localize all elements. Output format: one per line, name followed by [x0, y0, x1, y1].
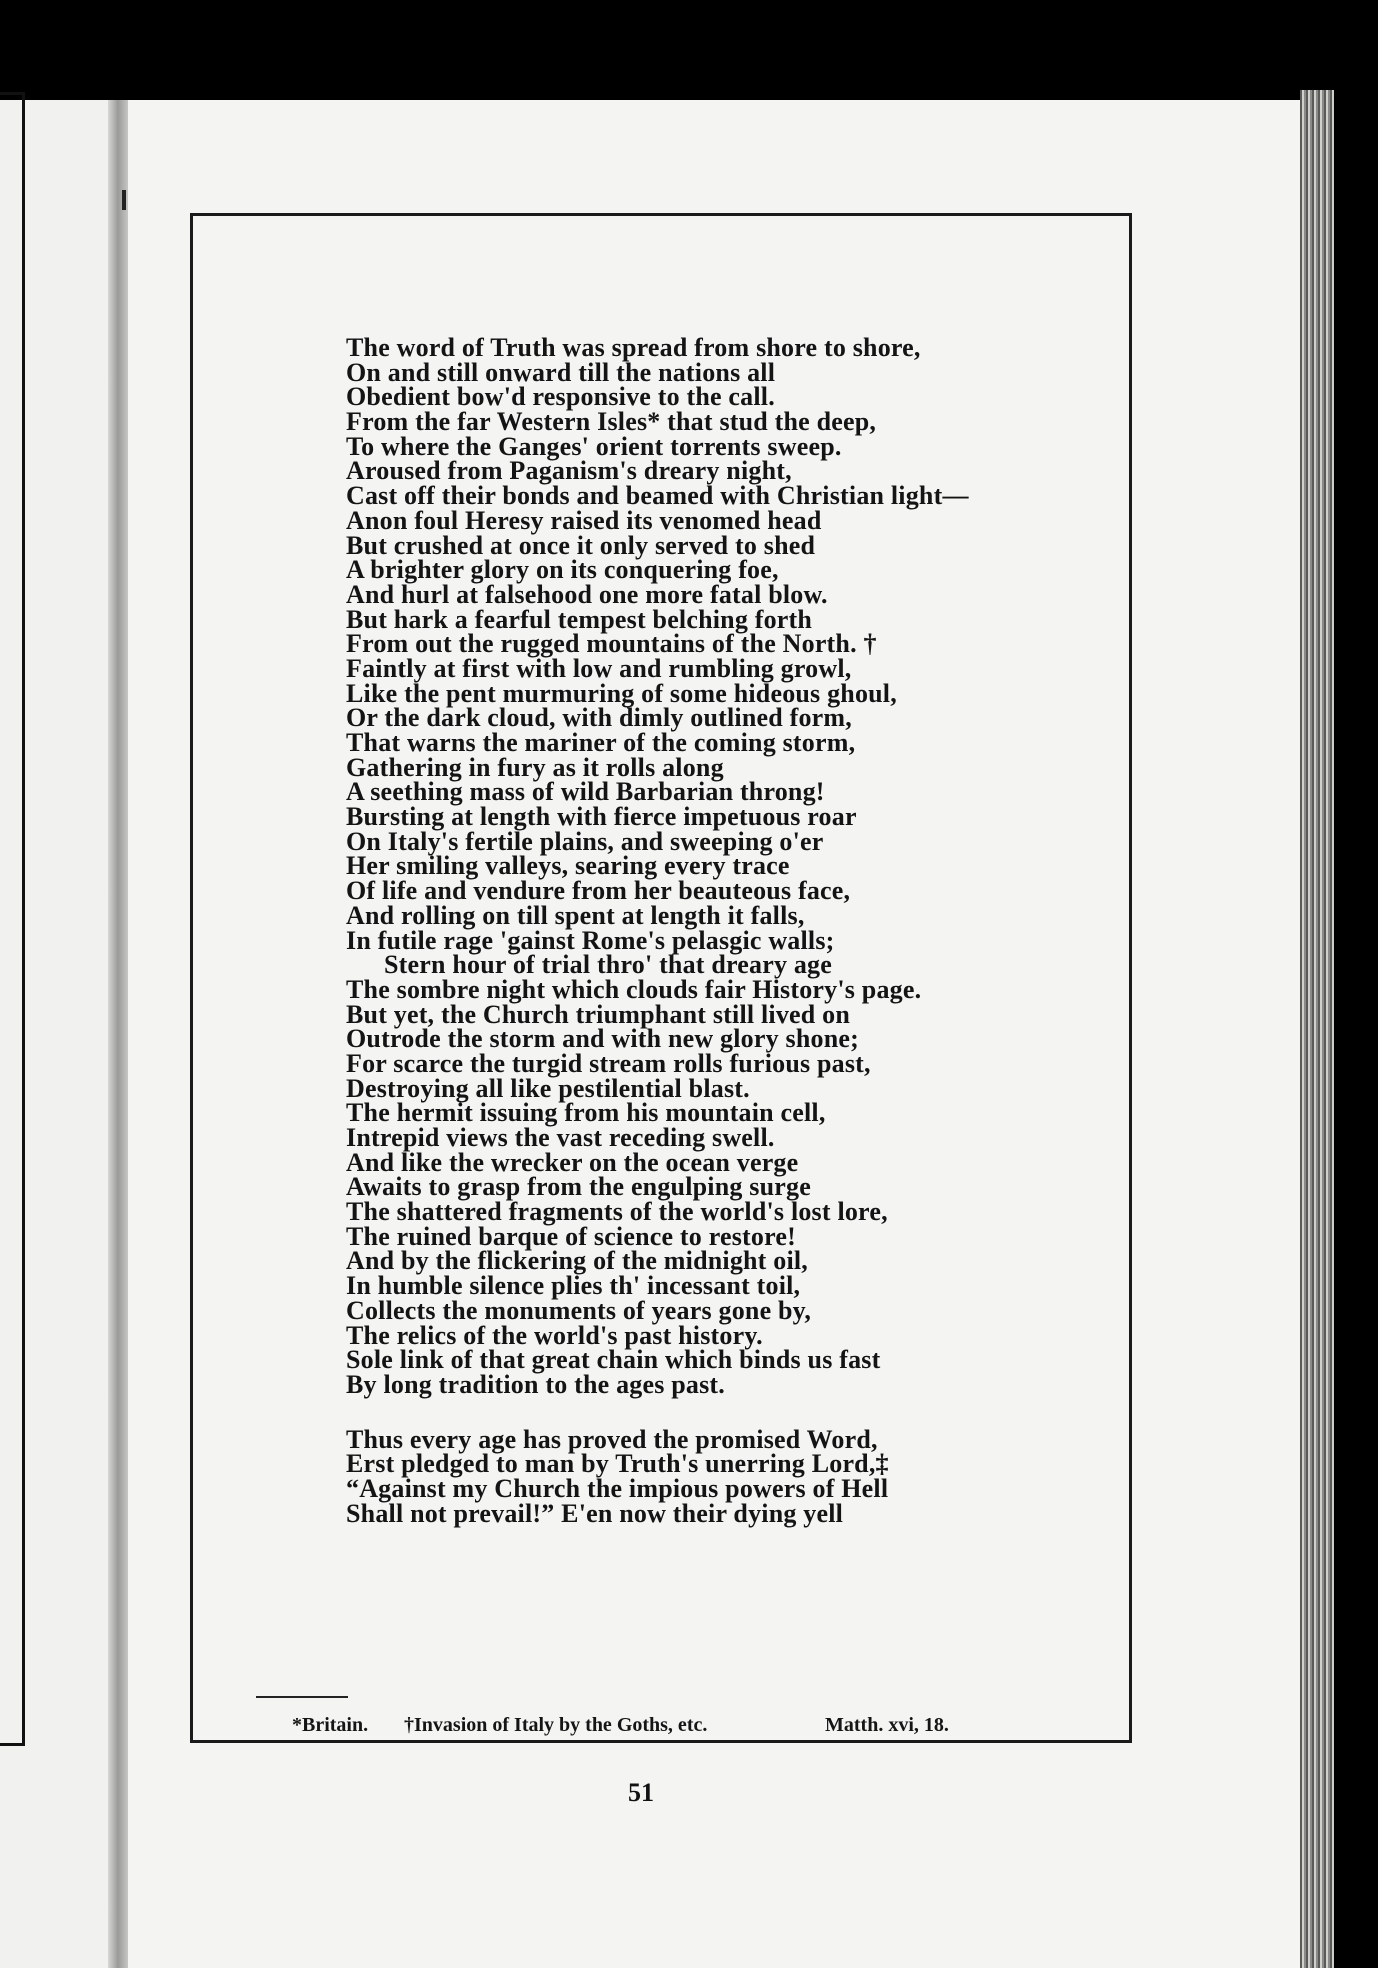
poem-line: For scarce the turgid stream rolls furious past,	[346, 1048, 871, 1078]
poem-line: Erst pledged to man by Truth's unerring Lord,‡	[346, 1449, 889, 1479]
poem-line: Like the pent murmuring of some hideous ghoul,	[346, 678, 897, 708]
poem-line: Intrepid views the vast receding swell.	[346, 1123, 775, 1152]
poem-line: In futile rage 'gainst Rome's pelasgic walls;	[346, 925, 835, 955]
poem-line: Her smiling valleys, searing every trace	[346, 851, 790, 881]
poem-line: Obedient bow'd responsive to the call.	[346, 382, 775, 412]
book-gutter	[108, 100, 130, 1968]
poem-line: On and still onward till the nations all	[346, 357, 776, 387]
footnote-goths: †Invasion of Italy by the Goths, etc.	[404, 1714, 708, 1736]
page-edges	[1300, 90, 1334, 1968]
poem-line: Sole link of that great chain which binds us fast	[346, 1345, 881, 1375]
poem-line: Cast off their bonds and beamed with Christian light—	[346, 481, 969, 511]
poem-text	[346, 333, 1046, 1528]
poem-line: By long tradition to the ages past.	[346, 1369, 725, 1399]
footnote-rule	[256, 1696, 348, 1698]
poem-line: The relics of the world's past history.	[346, 1320, 763, 1350]
page-number: 51	[628, 1778, 654, 1807]
poem-line: Aroused from Paganism's dreary night,	[346, 456, 792, 486]
poem-line: Thus every age has proved the promised Word,	[346, 1424, 878, 1454]
poem-line: That warns the mariner of the coming storm,	[346, 728, 856, 757]
poem-line: And by the flickering of the midnight oil,	[346, 1246, 808, 1276]
poem-line: To where the Ganges' orient torrents sweep.	[346, 431, 842, 461]
gutter-mark	[122, 190, 126, 210]
footnote-britain: *Britain.	[292, 1714, 369, 1736]
poem-line: The word of Truth was spread from shore to shore,	[346, 333, 921, 362]
poem-line: A brighter glory on its conquering foe,	[346, 555, 779, 585]
poem-line: The sombre night which clouds fair History's page.	[346, 974, 922, 1004]
poem-line: But yet, the Church triumphant still lived on	[346, 999, 851, 1029]
poem-line: The ruined barque of science to restore!	[346, 1221, 796, 1251]
poem-line: And rolling on till spent at length it falls,	[346, 900, 805, 930]
poem-line: Stern hour of trial thro' that dreary age	[384, 950, 832, 980]
poem-line: Destroying all like pestilential blast.	[346, 1073, 750, 1103]
poem-line: Shall not prevail!” E'en now their dying yell	[346, 1498, 844, 1528]
poem-line: But crushed at once it only served to shed	[346, 530, 816, 560]
poem-line: Gathering in fury as it rolls along	[346, 752, 724, 782]
poem-line: Or the dark cloud, with dimly outlined form,	[346, 703, 852, 733]
poem-line: From out the rugged mountains of the North. †	[346, 629, 877, 659]
poem-line: On Italy's fertile plains, and sweeping o'er	[346, 826, 824, 856]
poem-line: Faintly at first with low and rumbling growl,	[346, 653, 852, 683]
poem-line: Awaits to grasp from the engulping surge	[346, 1172, 811, 1202]
footnote-matthew: Matth. xvi, 18.	[825, 1714, 949, 1736]
poem-line: The shattered fragments of the world's lost lore,	[346, 1197, 888, 1227]
poem-line: Collects the monuments of years gone by,	[346, 1295, 812, 1325]
poem-line: Outrode the storm and with new glory shone;	[346, 1024, 859, 1054]
poem-line: “Against my Church the impious powers of Hell	[346, 1473, 889, 1503]
poem-line: And hurl at falsehood one more fatal blow.	[346, 579, 828, 609]
poem-line: A seething mass of wild Barbarian throng!	[346, 777, 825, 807]
poem-line: From the far Western Isles* that stud the deep,	[346, 407, 877, 437]
poem-line: In humble silence plies th' incessant toil,	[346, 1271, 801, 1301]
left-page-frame	[0, 92, 25, 1746]
poem-line: Bursting at length with fierce impetuous roar	[346, 802, 857, 832]
poem-line: Of life and vendure from her beauteous face,	[346, 876, 851, 906]
poem-line: And like the wrecker on the ocean verge	[346, 1147, 799, 1177]
poem-line: The hermit issuing from his mountain cell,	[346, 1098, 826, 1128]
stanza-break	[346, 1398, 1046, 1428]
poem-line: But hark a fearful tempest belching forth	[346, 604, 813, 634]
poem-line: Anon foul Heresy raised its venomed head	[346, 505, 822, 535]
